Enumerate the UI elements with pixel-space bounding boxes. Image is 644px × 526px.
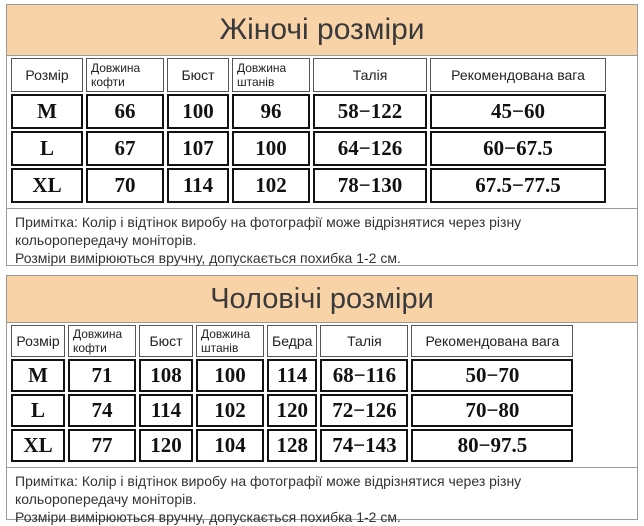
note-color-disclaimer: Примітка: Колір і відтінок виробу на фотографії може відрізнятися через різну кольоропередачу моніторів.	[15, 214, 522, 248]
pants-length-cell: 100	[232, 131, 310, 166]
header-recommended-weight: Рекомендована вага	[411, 325, 573, 357]
men-size-chart	[6, 275, 638, 525]
table-row	[11, 429, 573, 462]
header-size: Розмір	[11, 325, 65, 357]
pants-length-cell: 102	[196, 394, 264, 427]
top-length-cell: 70	[86, 168, 164, 203]
note-measurement-disclaimer: Розміри вимірюються вручну, допускається похибка 1-2 см.	[15, 509, 401, 525]
hips-cell: 128	[267, 429, 317, 462]
bust-cell: 107	[167, 131, 229, 166]
table-row	[11, 359, 573, 392]
size-cell: M	[11, 94, 83, 129]
size-cell: XL	[11, 429, 65, 462]
women-size-table	[8, 56, 609, 205]
women-chart-title: Жіночі розміри	[7, 5, 637, 56]
header-waist: Талія	[320, 325, 408, 357]
waist-cell: 72−126	[320, 394, 408, 427]
size-cell: L	[11, 131, 83, 166]
waist-cell: 64−126	[313, 131, 427, 166]
pants-length-cell: 100	[196, 359, 264, 392]
size-cell: L	[11, 394, 65, 427]
header-top-length: Довжина кофти	[68, 325, 136, 357]
table-row	[11, 131, 606, 166]
header-pants-length: Довжина штанів	[232, 58, 310, 92]
table-row	[11, 94, 606, 129]
weight-cell: 50−70	[411, 359, 573, 392]
hips-cell: 114	[267, 359, 317, 392]
waist-cell: 74−143	[320, 429, 408, 462]
bust-cell: 114	[139, 394, 193, 427]
hips-cell: 120	[267, 394, 317, 427]
header-pants-length: Довжина штанів	[196, 325, 264, 357]
header-size: Розмір	[11, 58, 83, 92]
pants-length-cell: 102	[232, 168, 310, 203]
note-color-disclaimer: Примітка: Колір і відтінок виробу на фотографії може відрізнятися через різну кольоропередачу моніторів.	[15, 473, 522, 507]
header-bust: Бюст	[139, 325, 193, 357]
men-chart-title: Чоловічі розміри	[7, 276, 637, 323]
waist-cell: 68−116	[320, 359, 408, 392]
top-length-cell: 71	[68, 359, 136, 392]
pants-length-cell: 96	[232, 94, 310, 129]
header-hips: Бедра	[267, 325, 317, 357]
bust-cell: 108	[139, 359, 193, 392]
weight-cell: 45−60	[430, 94, 606, 129]
men-size-table	[8, 323, 576, 464]
top-length-cell: 74	[68, 394, 136, 427]
pants-length-cell: 104	[196, 429, 264, 462]
weight-cell: 80−97.5	[411, 429, 573, 462]
bust-cell: 100	[167, 94, 229, 129]
top-length-cell: 77	[68, 429, 136, 462]
size-cell: M	[11, 359, 65, 392]
table-header-row	[11, 58, 606, 92]
table-row	[11, 394, 573, 427]
bust-cell: 120	[139, 429, 193, 462]
weight-cell: 70−80	[411, 394, 573, 427]
women-note	[7, 208, 637, 267]
top-length-cell: 66	[86, 94, 164, 129]
header-bust: Бюст	[167, 58, 229, 92]
header-top-length: Довжина кофти	[86, 58, 164, 92]
header-waist: Талія	[313, 58, 427, 92]
weight-cell: 67.5−77.5	[430, 168, 606, 203]
waist-cell: 78−130	[313, 168, 427, 203]
top-length-cell: 67	[86, 131, 164, 166]
waist-cell: 58−122	[313, 94, 427, 129]
weight-cell: 60−67.5	[430, 131, 606, 166]
women-size-chart	[6, 4, 638, 266]
table-row	[11, 168, 606, 203]
header-recommended-weight: Рекомендована вага	[430, 58, 606, 92]
bust-cell: 114	[167, 168, 229, 203]
men-note	[7, 467, 637, 526]
size-cell: XL	[11, 168, 83, 203]
table-header-row	[11, 325, 573, 357]
note-measurement-disclaimer: Розміри вимірюються вручну, допускається похибка 1-2 см.	[15, 250, 401, 266]
